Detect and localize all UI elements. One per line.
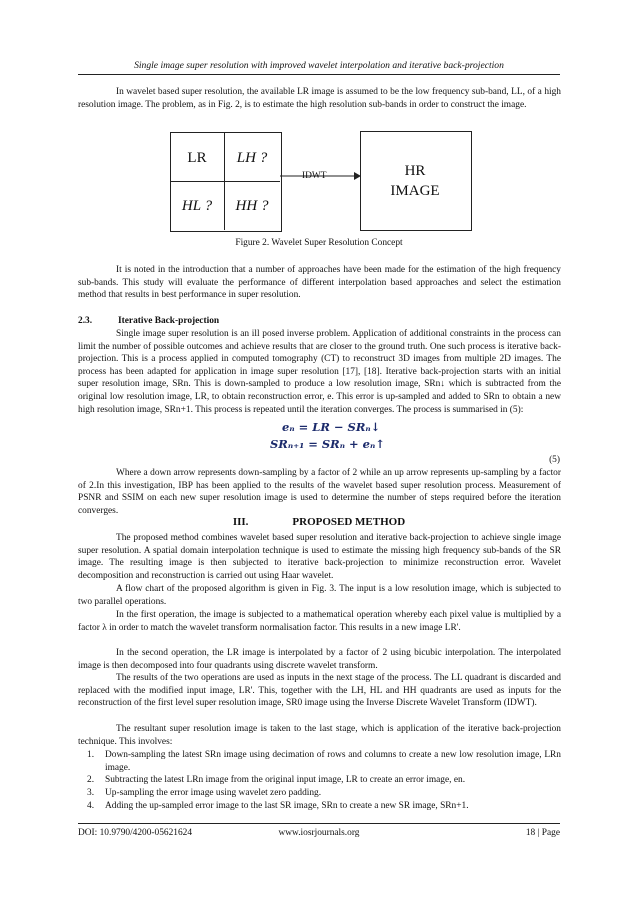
hr-image-box [360, 131, 472, 231]
idwt-label: IDWT [302, 171, 327, 181]
footer-page: 18 | Page [525, 828, 560, 838]
paragraph-results: The results of the two operations are used as inputs in the next stage of the process. The LL quadrant is discarded and replaced with the modified input image, LR'. This, together with the LH, HL and HH quadrants are used as inputs for the reconstruction of the first level super resolution image, SR0 image using the Inverse Discrete Wavelet Transform (IDWT). [78, 673, 561, 709]
hr-label: HR [404, 163, 426, 179]
cell-lh: LH ? [236, 150, 268, 166]
paragraph-ibp: Single image super resolution is an ill posed inverse problem. Application of additional constraints in the process can limit the number of possible outcomes and achieve results that are closer to the ground truth. One such process is iterative back-projection. This is a process applied in computed tomography (CT) to reconstruct 3D images from multiple 2D images. The process has been adapted for application in image super resolution [17], [18]. Iterative back-projection starts with an initial super resolution image, SRn. This is down-sampled to produce a low resolution image, SRn↓ which is subtracted from the original low resolution image, LR, to obtain reconstruction error, e. This error is up-sampled and added to SRn to obtain a new high resolution image, SRn+1. This process is repeated until the iteration converges. The process is summarised in (5): [78, 329, 561, 415]
paragraph-flowchart: A flow chart of the proposed algorithm is given in Fig. 3. The input is a low resolution image, which is subjected to two parallel operations. [78, 584, 561, 607]
section-title: Iterative Back-projection [118, 316, 220, 326]
paragraph-first-op: In the first operation, the image is subjected to a mathematical operation whereby each pixel value is multiplied by a factor λ in order to match the wavelet transform normalisation factor. This results in a new image LR'. [78, 610, 561, 633]
grid-divider-horizontal [170, 181, 280, 182]
footer-site: www.iosrjournals.org [278, 828, 360, 838]
image-label: IMAGE [390, 183, 440, 199]
equation-number: (5) [549, 455, 560, 465]
paragraph-final-stage: The resultant super resolution image is taken to the last stage, which is application of the iterative back-projection technique. This involves: [78, 724, 561, 747]
paragraph-proposed: The proposed method combines wavelet based super resolution and iterative back-projection to achieve single image super resolution. A spatial domain interpolation technique is used to estimate the missing high frequency sub-bands of the SR image. The resulting image is then subjected to iterative back-projection to minimize reconstruction error. Wavelet decomposition and reconstruction is carried out using Haar wavelet. [78, 533, 561, 581]
equation-error: eₙ = LR − SRₙ↓ [282, 420, 381, 434]
subband-grid [170, 132, 282, 232]
header-rule [78, 74, 560, 75]
figure-caption: Figure 2. Wavelet Super Resolution Concept [235, 238, 403, 248]
paragraph-arrows: Where a down arrow represents down-sampling by a factor of 2 while an up arrow represents up-sampling by a factor of 2.In this investigation, IBP has been applied to the results of the wavelet based super resolution process. Measurement of PSNR and SSIM on each new super resolution image is used to determine the number of steps required before the iteration converges. [78, 468, 561, 516]
section-heading-proposed [0, 516, 638, 528]
paragraph-wavelet-sr: In wavelet based super resolution, the available LR image is assumed to be the low frequency sub-band, LL, of a high resolution image. The problem, as in Fig. 2, is to estimate the high resolution sub-bands in order to construct the image. [78, 87, 561, 110]
cell-hl: HL ? [181, 198, 213, 214]
list-item: 1. Down-sampling the latest SRn image using decimation of rows and columns to create a new low resolution image, LRn image. [87, 750, 561, 773]
running-header: Single image super resolution with improved wavelet interpolation and iterative back-projection [134, 60, 504, 71]
footer-rule [78, 823, 560, 824]
heading-title: PROPOSED METHOD [292, 516, 406, 528]
list-item: 2. Subtracting the latest LRn image from the original input image, LR to create an error image, en. [87, 775, 466, 785]
section-number: 2.3. [78, 316, 93, 326]
heading-number: III. [232, 516, 249, 528]
paragraph-estimation: It is noted in the introduction that a number of approaches have been made for the estimation of the high frequency sub-bands. This study will evaluate the performance of different interpolation based approaches and select the estimation method that results in best performance in super resolution. [78, 265, 561, 301]
cell-hh: HH ? [235, 198, 269, 214]
paragraph-second-op: In the second operation, the LR image is interpolated by a factor of 2 using bicubic interpolation. The interpolated image is then decomposed into four quadrants using discrete wavelet transform. [78, 648, 561, 671]
footer-doi: DOI: 10.9790/4200-05621624 [78, 828, 193, 838]
list-item: 3. Up-sampling the error image using wavelet zero padding. [87, 788, 322, 798]
list-item: 4. Adding the up-sampled error image to the last SR image, SRn to create a new SR image, SRn+1. [87, 801, 469, 811]
equation-update: SRₙ₊₁ = SRₙ + eₙ↑ [270, 437, 385, 451]
cell-lr: LR [187, 150, 207, 166]
